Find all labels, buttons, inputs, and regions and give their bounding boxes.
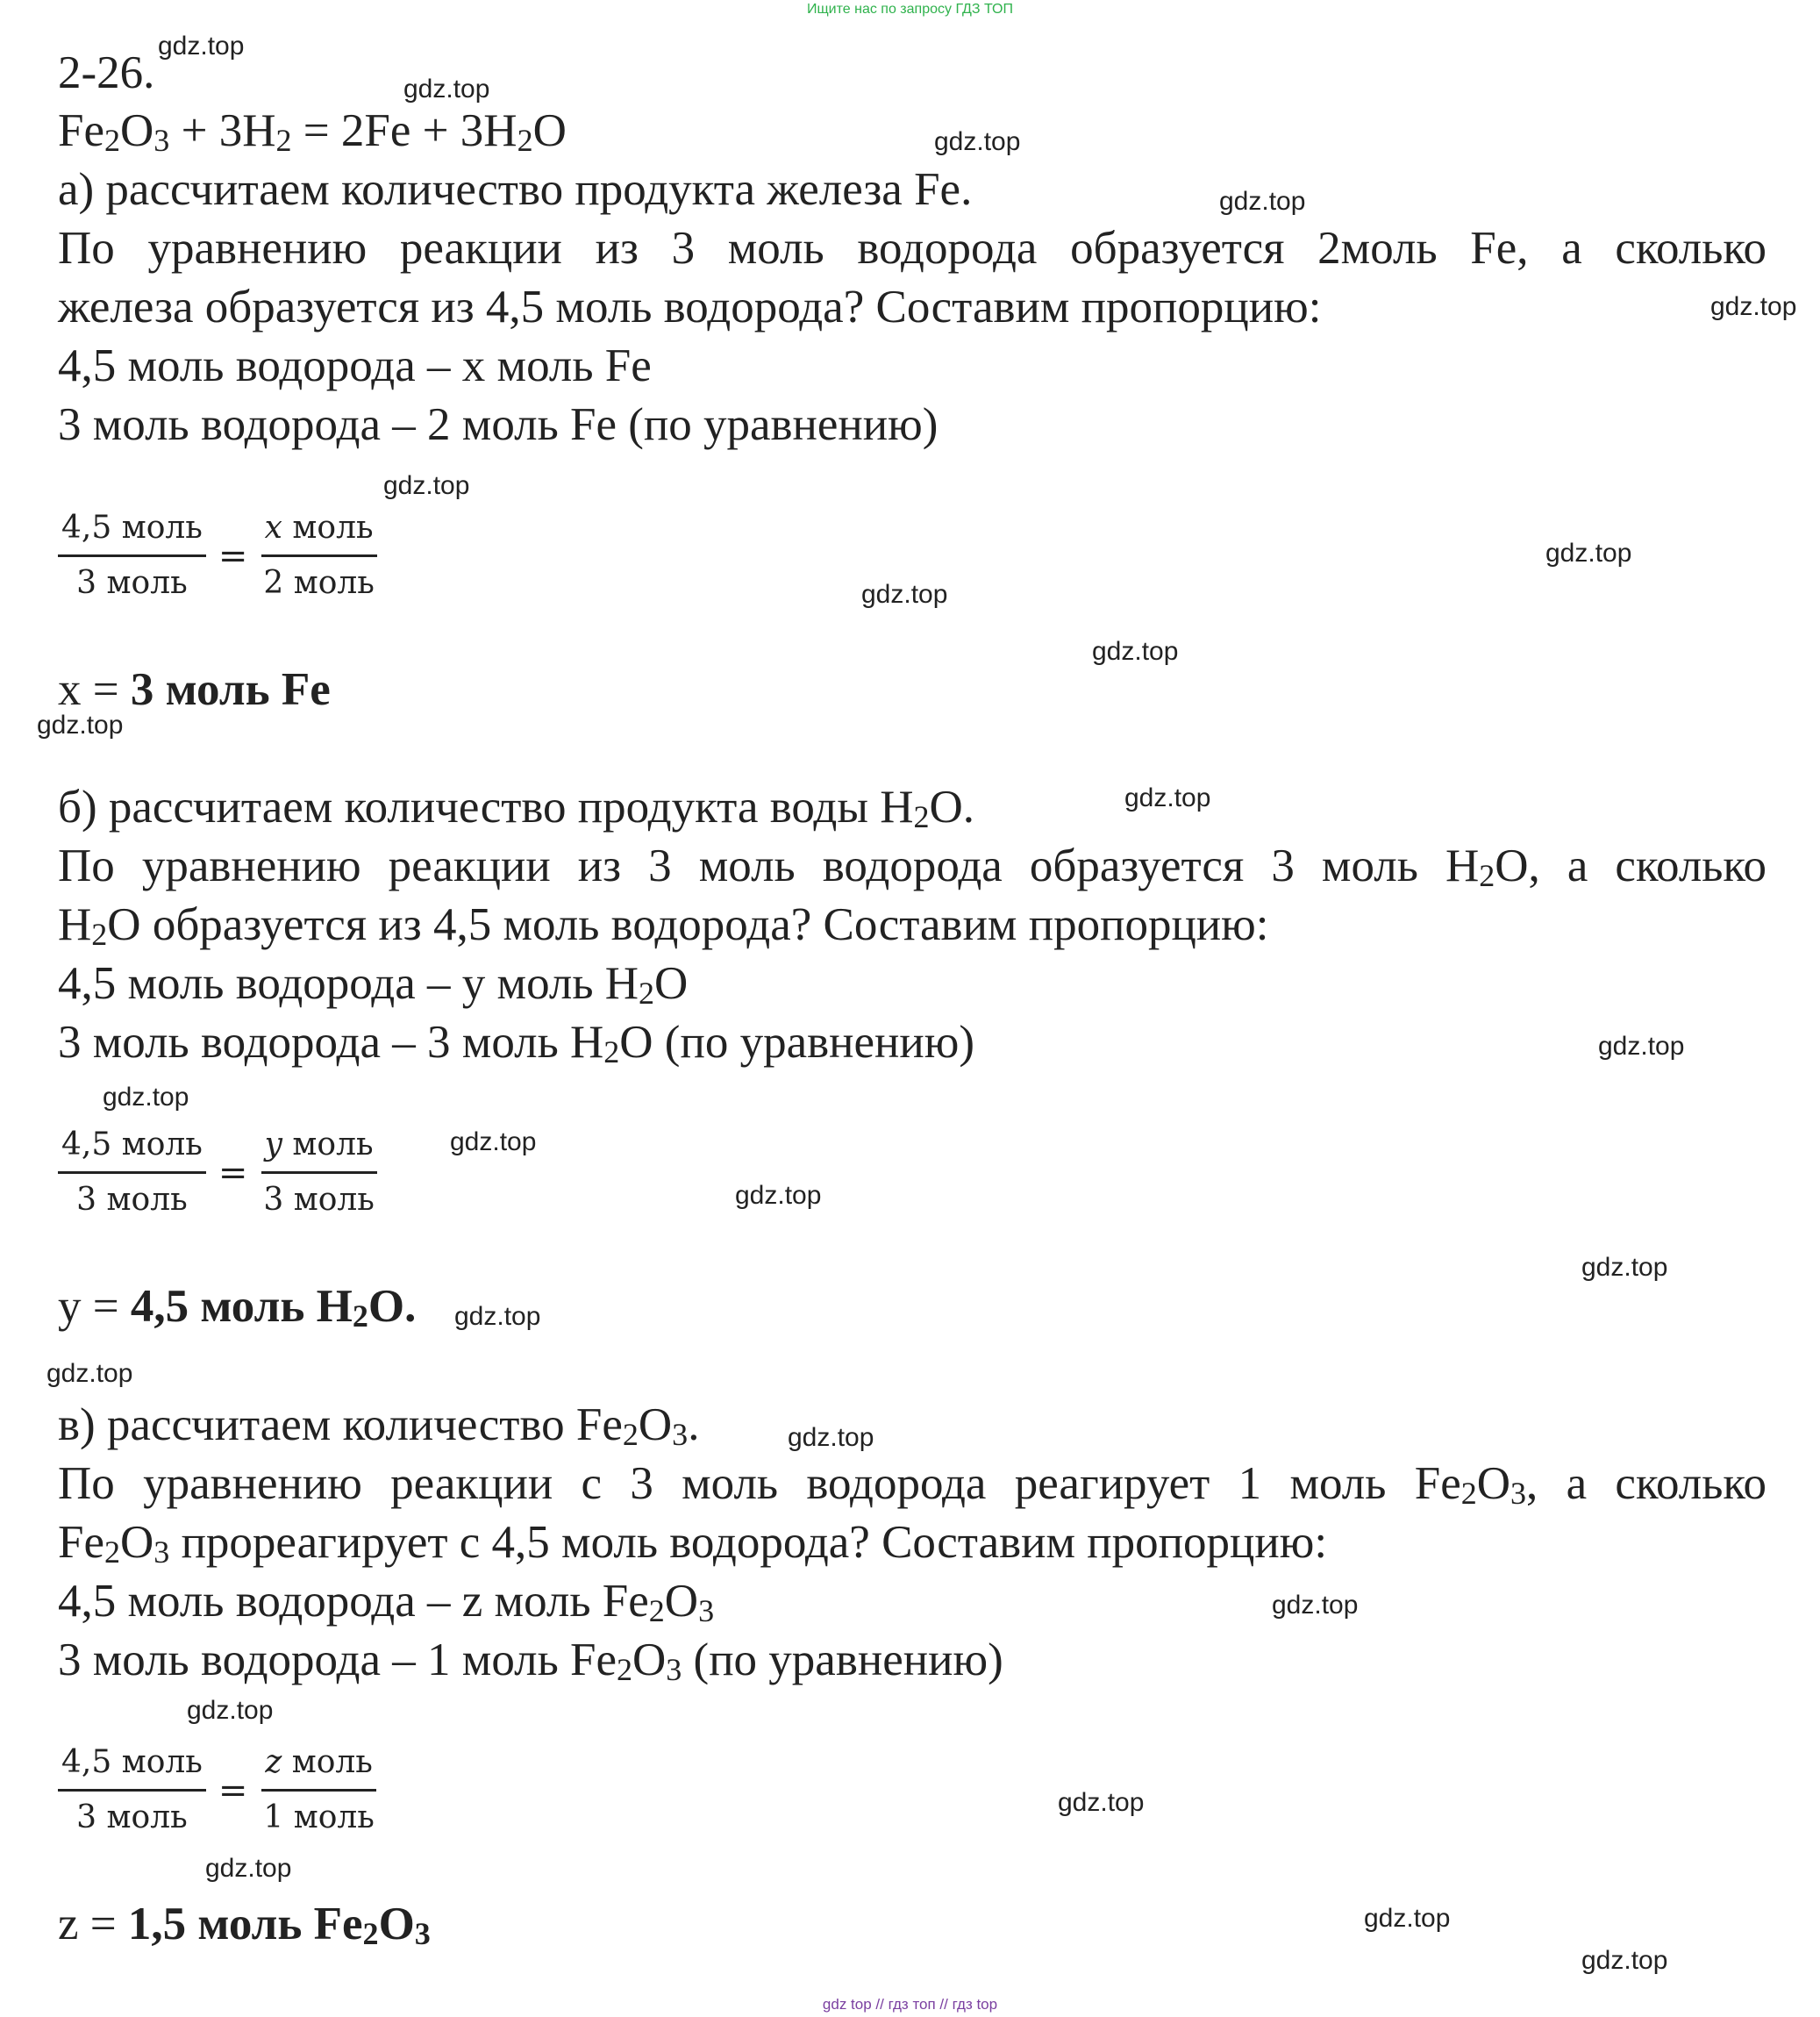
part-c-fraction-right: $\frac{\text{z моль}}{\text{1 моль}}$ [260, 1742, 378, 1839]
part-a-paragraph-line-1: По уравнению реакции из 3 моль водорода образуется 2моль Fe, а сколько [58, 223, 1766, 274]
watermark-text: gdz.top [1058, 1788, 1145, 1817]
watermark-text: gdz.top [454, 1302, 541, 1331]
part-b-proportion-1: 4,5 моль водорода – у моль $H_2O$ [58, 958, 689, 1011]
header-banner: Ищите нас по запросу ГДЗ ТОП [807, 2, 1013, 17]
part-b-fraction-right: $\frac{\text{y моль}}{\text{3 моль}}$ [260, 1124, 378, 1221]
watermark-text: gdz.top [1124, 783, 1211, 812]
part-c-equals-sign: = [218, 1770, 248, 1811]
part-b-heading: б) рассчитаем количество продукта воды $H_2O$. [58, 782, 975, 834]
watermark-text: gdz.top [158, 32, 245, 61]
part-c-paragraph-line-1: По уравнению реакции с 3 моль водорода реагирует 1 моль $Fe_2O_3$, а сколько [58, 1458, 1766, 1511]
part-c-heading: в) рассчитаем количество $Fe_2O_3$. [58, 1399, 700, 1452]
watermark-text: gdz.top [934, 127, 1021, 156]
part-a-fraction-right: $\frac{\text{x моль}}{\text{2 моль}}$ [260, 507, 378, 604]
part-b-proportion-2: 3 моль водорода – 3 моль $H_2O$ (по уравнению) [58, 1017, 974, 1069]
part-b-result: у = 4,5 моль $H_2O$. [58, 1281, 417, 1334]
watermark-text: gdz.top [788, 1423, 874, 1452]
part-b-paragraph-line-2: $H_2O$ образуется из 4,5 моль водорода? Составим пропорцию: [58, 899, 1269, 952]
part-c-proportion-2: 3 моль водорода – 1 моль $Fe_2O_3$ (по уравнению) [58, 1634, 1003, 1687]
watermark-text: gdz.top [1545, 539, 1632, 568]
watermark-text: gdz.top [1710, 292, 1797, 321]
part-a-result: х = 3 моль Fe [58, 664, 331, 715]
part-b-fraction-left: $\frac{\text{4,5 моль}}{\text{3 моль}}$ [58, 1124, 206, 1221]
watermark-text: gdz.top [403, 75, 490, 104]
watermark-text: gdz.top [735, 1181, 822, 1210]
watermark-text: gdz.top [103, 1083, 189, 1112]
watermark-text: gdz.top [46, 1359, 133, 1388]
part-a-proportion-2: 3 моль водорода – 2 моль Fe (по уравнению) [58, 399, 939, 450]
watermark-text: gdz.top [1598, 1032, 1685, 1061]
watermark-text: gdz.top [450, 1127, 537, 1156]
watermark-text: gdz.top [383, 471, 470, 500]
watermark-text: gdz.top [861, 580, 948, 609]
part-b-paragraph-line-1: По уравнению реакции из 3 моль водорода образуется 3 моль $H_2O$, а сколько [58, 840, 1766, 893]
part-c-fraction-left: $\frac{\text{4,5 моль}}{\text{3 моль}}$ [58, 1742, 206, 1839]
part-a-fraction-equation [58, 507, 378, 604]
watermark-text: gdz.top [205, 1854, 292, 1883]
part-c-result: z = 1,5 моль $Fe_2O_3$ [58, 1899, 431, 1951]
watermark-text: gdz.top [1272, 1591, 1359, 1620]
part-a-heading: а) рассчитаем количество продукта железа Fe. [58, 164, 973, 215]
watermark-text: gdz.top [37, 711, 124, 740]
part-a-equals-sign: = [218, 535, 248, 576]
watermark-text: gdz.top [1219, 187, 1306, 216]
footer-banner: gdz top // гдз топ // гдз top [822, 1996, 998, 2013]
watermark-text: gdz.top [187, 1696, 274, 1725]
part-c-fraction-equation [58, 1742, 378, 1839]
part-a-proportion-1: 4,5 моль водорода – х моль Fe [58, 340, 652, 391]
watermark-text: gdz.top [1581, 1946, 1668, 1975]
reaction-equation: $Fe_2O_3 + 3H_2 = 2Fe + 3H_2O$ [58, 105, 567, 158]
watermark-text: gdz.top [1364, 1904, 1451, 1933]
part-c-proportion-1: 4,5 моль водорода – z моль $Fe_2O_3$ [58, 1576, 715, 1628]
watermark-text: gdz.top [1581, 1253, 1668, 1282]
watermark-text: gdz.top [1092, 637, 1179, 666]
part-c-paragraph-line-2: $Fe_2O_3$ прореагирует с 4,5 моль водорода? Составим пропорцию: [58, 1517, 1328, 1570]
part-b-fraction-equation [58, 1124, 378, 1221]
part-a-paragraph-line-2: железа образуется из 4,5 моль водорода? Составим пропорцию: [58, 282, 1322, 333]
part-b-equals-sign: = [218, 1152, 248, 1193]
problem-number: 2-26. [58, 47, 155, 98]
part-a-fraction-left: $\frac{\text{4,5 моль}}{\text{3 моль}}$ [58, 507, 206, 604]
